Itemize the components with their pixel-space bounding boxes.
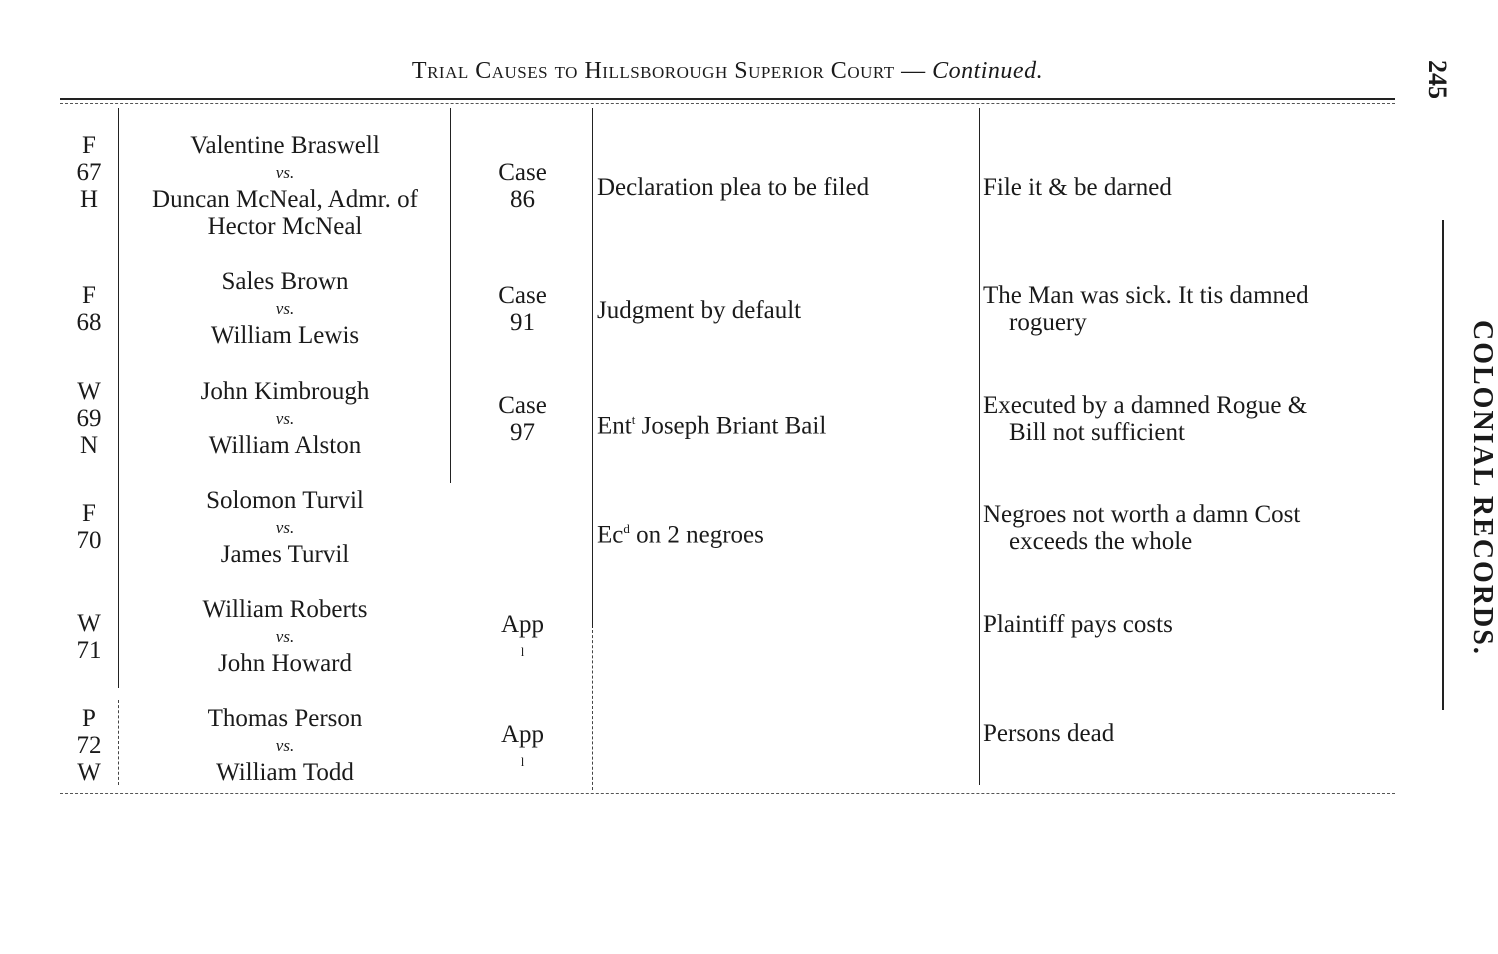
table-row <box>0 596 1492 704</box>
action-taken: Ec$^d$ on 2 negroes <box>597 521 764 549</box>
action-taken: Declaration plea to be filed <box>597 174 870 201</box>
top-rule <box>60 98 1395 100</box>
docket-code: W 69 N <box>76 378 102 459</box>
defendant: William Lewis <box>210 322 360 349</box>
plaintiff: John Kimbrough <box>200 378 370 405</box>
parties <box>122 596 448 677</box>
plaintiff: Solomon Turvil <box>206 487 364 514</box>
title-main: Trial Causes to Hillsborough Superior Court <box>411 58 895 84</box>
docket-code: F 70 <box>76 500 102 554</box>
remark: File it & be darned <box>983 174 1172 201</box>
remark: Executed by a damned Rogue & Bill not sufficient <box>983 392 1308 446</box>
table-row <box>0 487 1492 595</box>
page-title <box>60 58 1395 85</box>
versus: vs. <box>275 299 295 318</box>
remark: Plaintiff pays costs <box>983 611 1173 638</box>
plaintiff: William Roberts <box>202 596 368 623</box>
title-continued: Continued. <box>932 58 1044 84</box>
docket-code: F 67 H <box>76 132 102 213</box>
versus: vs. <box>275 163 295 182</box>
bottom-rule <box>60 793 1395 794</box>
versus: vs. <box>275 627 295 646</box>
versus: vs. <box>275 409 295 428</box>
parties <box>122 705 448 786</box>
parties <box>122 268 448 349</box>
versus: vs. <box>275 736 295 755</box>
defendant: Duncan McNeal, Admr. of <box>152 186 418 213</box>
docket-code: P 72 W <box>76 705 102 786</box>
remark: Negroes not worth a damn Cost exceeds the whole <box>983 501 1301 555</box>
docket-code: W 71 <box>76 610 102 664</box>
plaintiff: Sales Brown <box>221 268 349 295</box>
table-row <box>0 132 1492 240</box>
defendant: William Todd <box>216 759 354 786</box>
defendant: Hector McNeal <box>207 213 363 240</box>
nature-of-action: App $^l$ <box>500 721 545 769</box>
nature-of-action: App $^l$ <box>500 611 545 659</box>
table-row <box>0 705 1492 813</box>
top-rule-dashed <box>60 103 1395 104</box>
action-taken: Judgment by default <box>597 297 802 324</box>
page-number: 245 <box>1423 60 1452 99</box>
table-row <box>0 378 1492 486</box>
docket-code: F 68 <box>76 282 102 336</box>
defendant: John Howard <box>217 650 352 677</box>
plaintiff: Thomas Person <box>207 705 363 732</box>
table-row <box>0 268 1492 376</box>
plaintiff: Valentine Braswell <box>190 132 380 159</box>
nature-of-action: Case 91 <box>498 282 547 336</box>
defendant: William Alston <box>208 432 362 459</box>
parties <box>122 378 448 459</box>
remark: The Man was sick. It tis damned roguery <box>983 282 1309 336</box>
nature-of-action: Case 86 <box>498 159 547 213</box>
parties <box>122 487 448 568</box>
remark: Persons dead <box>983 720 1115 747</box>
margin-rule <box>1442 220 1444 710</box>
title-separator: — <box>894 58 933 84</box>
defendant: James Turvil <box>220 541 350 568</box>
nature-of-action: Case 97 <box>498 392 547 446</box>
versus: vs. <box>275 518 295 537</box>
running-head: COLONIAL RECORDS. <box>1467 320 1498 656</box>
action-taken: Ent$^t$ Joseph Briant Bail <box>597 412 827 440</box>
parties <box>122 132 448 240</box>
